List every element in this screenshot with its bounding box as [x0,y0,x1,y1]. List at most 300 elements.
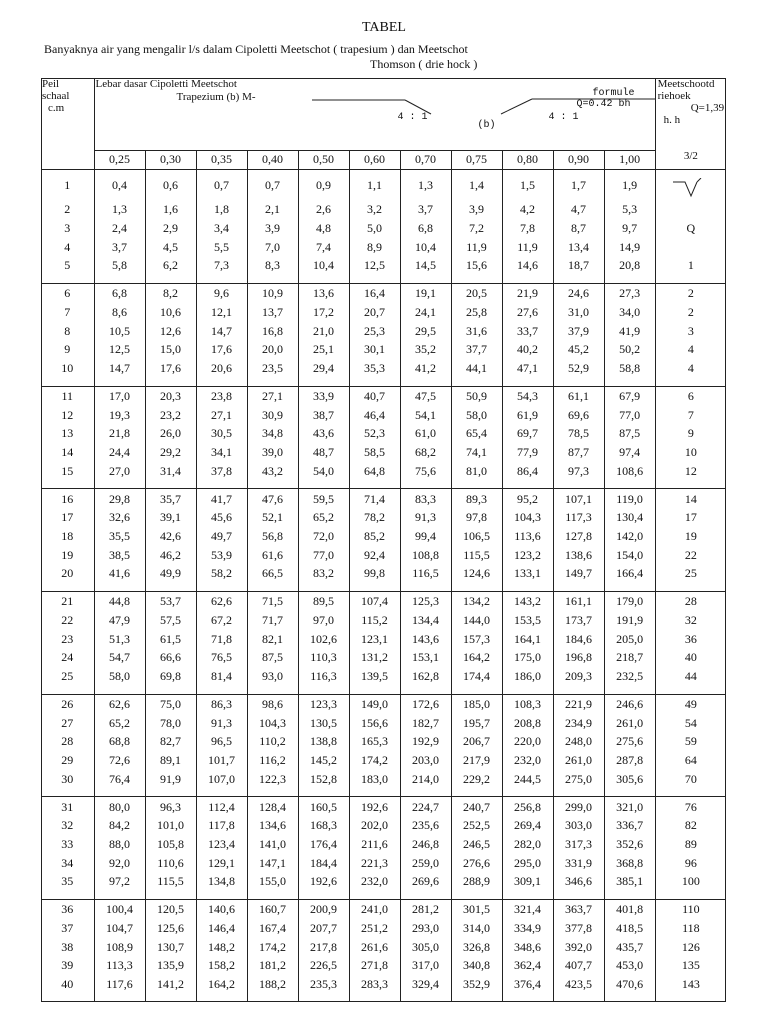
table-bottom-spacer [94,993,145,1002]
discharge-cell: 29,5 [400,321,451,340]
discharge-cell: 52,3 [349,424,400,443]
group-spacer [41,788,94,797]
table-row [41,386,726,405]
group-spacer [553,377,604,386]
discharge-cell: 51,3 [94,629,145,648]
discharge-cell: 26,0 [145,424,196,443]
group-spacer [298,583,349,592]
table-row [41,629,726,648]
discharge-cell: 143,2 [502,591,553,610]
table-row [41,424,726,443]
discharge-cell: 38,7 [298,405,349,424]
peil-cell: 13 [41,424,94,443]
discharge-cell: 44,8 [94,591,145,610]
discharge-cell: 39,1 [145,508,196,527]
peil-cell: 10 [41,359,94,378]
discharge-cell: 44,1 [451,359,502,378]
discharge-cell: 65,2 [94,713,145,732]
discharge-cell: 91,9 [145,769,196,788]
discharge-cell: 24,1 [400,303,451,322]
discharge-cell: 34,0 [604,303,655,322]
table-row [41,900,726,919]
table-row [41,835,726,854]
discharge-cell: 164,1 [502,629,553,648]
table-row [41,340,726,359]
table-bottom-spacer [604,993,655,1002]
discharge-cell: 117,6 [94,975,145,994]
peil-cell: 18 [41,527,94,546]
discharge-cell: 23,5 [247,359,298,378]
peil-cell: 3 [41,219,94,238]
peil-schaal-header [41,78,94,150]
discharge-cell: 14,5 [400,256,451,275]
discharge-cell: 78,5 [553,424,604,443]
discharge-cell: 203,0 [400,751,451,770]
discharge-cell: 40,2 [502,340,553,359]
group-spacer [400,275,451,284]
discharge-cell: 232,0 [502,751,553,770]
discharge-cell: 176,4 [298,835,349,854]
group-spacer [451,377,502,386]
width-header-cell: 0,70 [400,150,451,169]
discharge-cell: 96,3 [145,797,196,816]
discharge-cell: 14,7 [196,321,247,340]
discharge-cell: 8,2 [145,283,196,302]
discharge-cell: 179,0 [604,591,655,610]
discharge-cell: 16,4 [349,283,400,302]
driehoek-cell: Q [686,220,696,235]
discharge-cell: 134,2 [451,591,502,610]
discharge-cell: 282,0 [502,835,553,854]
discharge-cell: 33,7 [502,321,553,340]
discharge-cell: 246,8 [400,835,451,854]
peil-cell: 6 [41,283,94,302]
table-row [41,816,726,835]
discharge-cell: 470,6 [604,975,655,994]
driehoek-cell: 126 [681,939,700,954]
discharge-cell: 385,1 [604,872,655,891]
discharge-cell: 67,9 [604,386,655,405]
discharge-cell: 317,3 [553,835,604,854]
discharge-cell: 191,9 [604,611,655,630]
discharge-cell: 89,1 [145,751,196,770]
discharge-cell: 211,6 [349,835,400,854]
discharge-cell: 246,5 [451,835,502,854]
group-spacer [298,685,349,694]
group-spacer [94,788,145,797]
table-row [41,321,726,340]
driehoek-cell: 76 [655,797,726,816]
discharge-cell: 101,7 [196,751,247,770]
discharge-cell: 9,7 [604,219,655,238]
group-spacer [247,788,298,797]
discharge-cell: 149,0 [349,694,400,713]
peil-cell: 40 [41,975,94,994]
discharge-cell: 113,6 [502,527,553,546]
discharge-cell: 107,4 [349,591,400,610]
table-row [41,219,726,238]
discharge-cell: 122,3 [247,769,298,788]
discharge-cell: 141,0 [247,835,298,854]
group-spacer [247,891,298,900]
discharge-cell: 58,0 [94,667,145,686]
discharge-cell: 317,0 [400,956,451,975]
discharge-cell: 108,8 [400,545,451,564]
table-row [41,872,726,891]
group-spacer [298,788,349,797]
discharge-cell: 144,0 [451,611,502,630]
discharge-cell: 6,2 [145,256,196,275]
discharge-cell: 8,6 [94,303,145,322]
discharge-cell: 1,6 [145,200,196,219]
meetschot-driehoek-header [655,78,726,150]
discharge-cell: 49,7 [196,527,247,546]
driehoek-cell: 32 [684,613,697,628]
meet-q-formula: Q=1,39 [690,102,725,114]
discharge-cell: 62,6 [94,694,145,713]
discharge-cell: 3,7 [400,200,451,219]
discharge-cell: 1,1 [349,169,400,200]
discharge-cell: 74,1 [451,443,502,462]
discharge-cell: 181,2 [247,956,298,975]
discharge-cell: 37,7 [451,340,502,359]
discharge-cell: 25,3 [349,321,400,340]
discharge-cell: 117,3 [553,508,604,527]
group-spacer [655,377,726,386]
group-spacer [502,275,553,284]
driehoek-cell: 82 [684,818,697,833]
peil-cell: 4 [41,237,94,256]
discharge-cell: 7,3 [196,256,247,275]
discharge-cell: 93,0 [247,667,298,686]
discharge-cell: 7,8 [502,219,553,238]
discharge-cell: 246,6 [604,694,655,713]
discharge-cell: 123,3 [298,694,349,713]
peil-cell: 24 [41,648,94,667]
discharge-cell: 125,3 [400,591,451,610]
group-spacer [145,480,196,489]
discharge-cell: 11,9 [502,237,553,256]
driehoek-cell: 14 [655,489,726,508]
discharge-cell: 188,2 [247,975,298,994]
discharge-cell: 105,8 [145,835,196,854]
group-spacer [604,480,655,489]
group-spacer [400,788,451,797]
discharge-cell: 14,7 [94,359,145,378]
discharge-cell: 32,6 [94,508,145,527]
discharge-cell: 11,9 [451,237,502,256]
discharge-cell: 53,7 [145,591,196,610]
group-spacer [349,891,400,900]
discharge-cell: 276,6 [451,853,502,872]
discharge-cell: 423,5 [553,975,604,994]
discharge-cell: 401,8 [604,900,655,919]
discharge-cell: 252,5 [451,816,502,835]
discharge-cell: 110,6 [145,853,196,872]
discharge-cell: 37,9 [553,321,604,340]
discharge-cell: 160,7 [247,900,298,919]
discharge-cell: 244,5 [502,769,553,788]
discharge-cell: 336,7 [604,816,655,835]
discharge-cell: 99,4 [400,527,451,546]
discharge-cell: 271,8 [349,956,400,975]
group-spacer [247,583,298,592]
discharge-cell: 392,0 [553,937,604,956]
table-row [41,769,726,788]
discharge-cell: 41,9 [604,321,655,340]
discharge-cell: 116,3 [298,667,349,686]
discharge-cell: 173,7 [553,611,604,630]
width-header-cell: 0,90 [553,150,604,169]
table-bottom-spacer [451,993,502,1002]
discharge-cell: 95,2 [502,489,553,508]
discharge-cell: 20,3 [145,386,196,405]
discharge-cell: 217,9 [451,751,502,770]
discharge-cell: 59,5 [298,489,349,508]
discharge-cell: 76,5 [196,648,247,667]
discharge-cell: 130,7 [145,937,196,956]
discharge-cell: 71,4 [349,489,400,508]
table-row [41,732,726,751]
driehoek-cell: 49 [655,694,726,713]
discharge-cell: 256,8 [502,797,553,816]
table-row [41,611,726,630]
discharge-cell: 368,8 [604,853,655,872]
driehoek-cell: 36 [684,631,697,646]
formule-label: formule [592,88,635,99]
discharge-cell: 61,1 [553,386,604,405]
discharge-cell: 0,7 [247,169,298,200]
page-title: TABEL [362,20,406,35]
discharge-cell: 91,3 [196,713,247,732]
discharge-cell: 115,5 [145,872,196,891]
discharge-cell: 303,0 [553,816,604,835]
discharge-cell: 224,7 [400,797,451,816]
discharge-cell: 209,3 [553,667,604,686]
discharge-cell: 75,6 [400,461,451,480]
discharge-cell: 15,0 [145,340,196,359]
discharge-cell: 3,2 [349,200,400,219]
discharge-cell: 377,8 [553,919,604,938]
peil-cell: 1 [41,169,94,200]
discharge-cell: 24,4 [94,443,145,462]
discharge-cell: 12,1 [196,303,247,322]
subtitle-line-1: Banyaknya air yang mengalir l/s dalam Cipoletti Meetschot ( trapesium ) dan Meetschot [44,42,468,56]
discharge-cell: 7,2 [451,219,502,238]
discharge-cell: 221,9 [553,694,604,713]
discharge-cell: 58,0 [451,405,502,424]
discharge-cell: 41,6 [94,564,145,583]
meet-exponent-cell: 3/2 [655,150,726,169]
table-bottom-spacer [655,993,726,1002]
discharge-cell: 66,6 [145,648,196,667]
discharge-cell: 27,1 [196,405,247,424]
group-spacer [196,891,247,900]
driehoek-cell: 6 [655,386,726,405]
discharge-cell: 34,8 [247,424,298,443]
discharge-cell: 47,1 [502,359,553,378]
discharge-cell: 23,2 [145,405,196,424]
driehoek-cell: 1 [687,258,694,273]
discharge-cell: 67,2 [196,611,247,630]
peil-cell: 15 [41,461,94,480]
group-spacer [502,480,553,489]
peil-cell: 17 [41,508,94,527]
group-spacer [349,685,400,694]
group-spacer [604,377,655,386]
discharge-cell: 0,6 [145,169,196,200]
discharge-cell: 147,1 [247,853,298,872]
discharge-cell: 81,4 [196,667,247,686]
discharge-cell: 29,8 [94,489,145,508]
table-row [41,564,726,583]
discharge-cell: 4,7 [553,200,604,219]
discharge-cell: 58,8 [604,359,655,378]
table-bottom-spacer [349,993,400,1002]
discharge-cell: 130,4 [604,508,655,527]
peil-cell: 30 [41,769,94,788]
discharge-cell: 334,9 [502,919,553,938]
group-spacer [94,377,145,386]
discharge-cell: 5,0 [349,219,400,238]
discharge-cell: 53,9 [196,545,247,564]
discharge-cell: 269,6 [400,872,451,891]
group-spacer [349,788,400,797]
group-spacer [349,583,400,592]
discharge-cell: 221,3 [349,853,400,872]
peil-cell: 33 [41,835,94,854]
group-spacer [94,583,145,592]
discharge-cell: 42,6 [145,527,196,546]
group-spacer [41,891,94,900]
peil-cell: 22 [41,611,94,630]
group-spacer [604,275,655,284]
group-spacer [451,685,502,694]
peil-cell: 39 [41,956,94,975]
table-bottom-spacer [41,993,94,1002]
group-spacer [94,891,145,900]
group-spacer [604,685,655,694]
discharge-cell: 261,0 [604,713,655,732]
driehoek-cell: 19 [684,529,697,544]
group-spacer [604,891,655,900]
discharge-cell: 134,6 [247,816,298,835]
discharge-cell: 235,3 [298,975,349,994]
discharge-cell: 241,0 [349,900,400,919]
discharge-cell: 52,1 [247,508,298,527]
discharge-cell: 72,6 [94,751,145,770]
discharge-cell: 92,0 [94,853,145,872]
discharge-cell: 123,2 [502,545,553,564]
peil-cell: 26 [41,694,94,713]
group-spacer [553,480,604,489]
discharge-cell: 31,0 [553,303,604,322]
discharge-cell: 140,6 [196,900,247,919]
discharge-cell: 12,6 [145,321,196,340]
discharge-cell: 6,8 [400,219,451,238]
discharge-cell: 321,4 [502,900,553,919]
discharge-cell: 3,9 [247,219,298,238]
discharge-cell: 376,4 [502,975,553,994]
discharge-cell: 184,6 [553,629,604,648]
discharge-cell: 27,0 [94,461,145,480]
group-spacer [298,275,349,284]
discharge-cell: 152,8 [298,769,349,788]
discharge-cell: 314,0 [451,919,502,938]
table-bottom-spacer [400,993,451,1002]
driehoek-cell: 89 [684,837,697,852]
driehoek-cell [655,169,726,200]
peil-cell: 25 [41,667,94,686]
discharge-cell: 82,1 [247,629,298,648]
discharge-cell: 20,8 [604,256,655,275]
table-row [41,489,726,508]
width-header-cell: 1,00 [604,150,655,169]
group-spacer [502,685,553,694]
group-spacer [400,583,451,592]
discharge-cell: 192,6 [298,872,349,891]
discharge-cell: 35,7 [145,489,196,508]
discharge-cell: 8,7 [553,219,604,238]
discharge-cell: 27,3 [604,283,655,302]
discharge-cell: 41,7 [196,489,247,508]
discharge-cell: 75,0 [145,694,196,713]
group-spacer [196,583,247,592]
table-row [41,956,726,975]
driehoek-cell: 54 [684,715,697,730]
width-header-cell: 0,30 [145,150,196,169]
driehoek-cell: 70 [684,771,697,786]
discharge-cell: 102,6 [298,629,349,648]
discharge-cell: 97,3 [553,461,604,480]
driehoek-cell: 44 [684,669,697,684]
discharge-cell: 5,3 [604,200,655,219]
table-row [41,694,726,713]
group-spacer [196,377,247,386]
discharge-cell: 87,7 [553,443,604,462]
discharge-cell: 125,6 [145,919,196,938]
discharge-cell: 50,9 [451,386,502,405]
discharge-cell: 158,2 [196,956,247,975]
discharge-cell: 1,3 [400,169,451,200]
slope-right-label: 4 : 1 [548,112,579,123]
discharge-cell: 175,0 [502,648,553,667]
discharge-cell: 172,6 [400,694,451,713]
discharge-cell: 148,2 [196,937,247,956]
width-header-cell: 0,25 [94,150,145,169]
discharge-cell: 48,7 [298,443,349,462]
discharge-cell: 69,8 [145,667,196,686]
discharge-cell: 84,2 [94,816,145,835]
discharge-cell: 110,3 [298,648,349,667]
discharge-cell: 83,2 [298,564,349,583]
discharge-cell: 8,9 [349,237,400,256]
group-spacer [451,275,502,284]
discharge-cell: 143,6 [400,629,451,648]
table-bottom-spacer [298,993,349,1002]
discharge-cell: 217,8 [298,937,349,956]
discharge-cell: 113,3 [94,956,145,975]
discharge-cell: 5,8 [94,256,145,275]
discharge-cell: 64,8 [349,461,400,480]
group-spacer [41,480,94,489]
width-header-cell: 0,50 [298,150,349,169]
discharge-cell: 261,0 [553,751,604,770]
discharge-cell: 141,2 [145,975,196,994]
discharge-cell: 283,3 [349,975,400,994]
discharge-cell: 214,0 [400,769,451,788]
discharge-cell: 97,0 [298,611,349,630]
